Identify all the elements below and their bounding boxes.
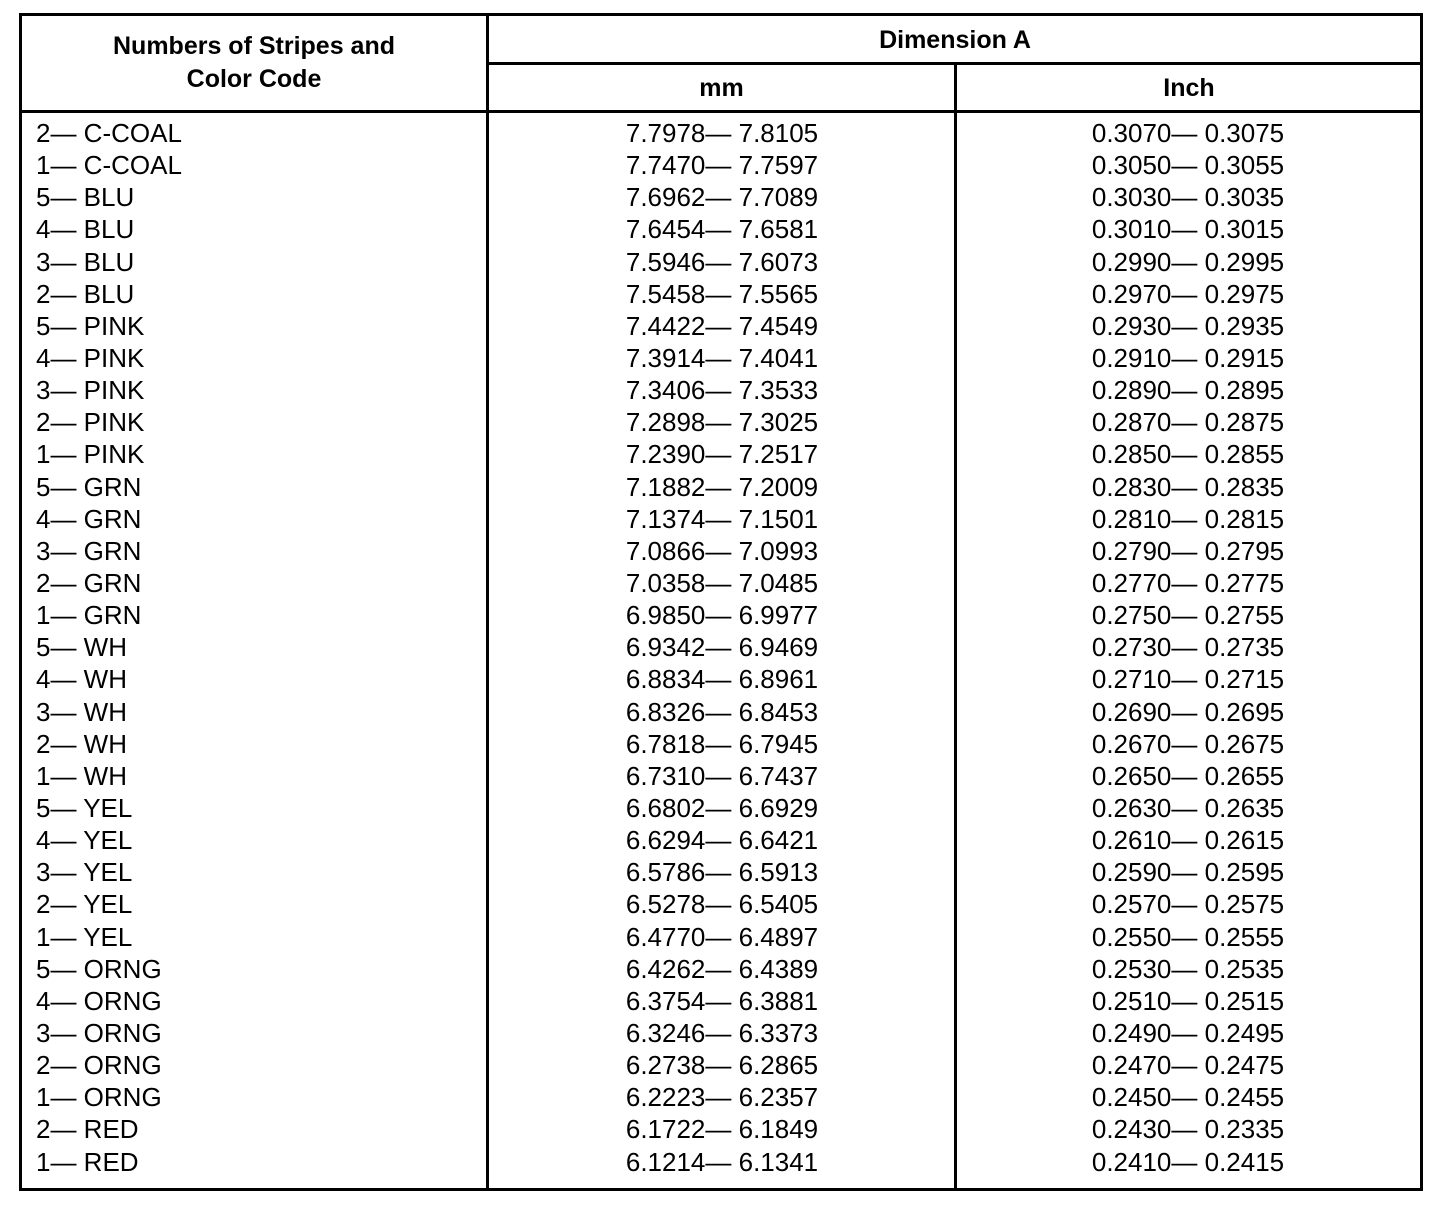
dimension-inch-cell: 0.2530— 0.2535: [1091, 953, 1285, 984]
dimension-mm-cell: 6.9342— 6.9469: [625, 632, 819, 663]
dimension-mm-cell: 7.0358— 7.0485: [625, 567, 819, 598]
dimension-inch-cell: 0.2610— 0.2615: [1091, 825, 1285, 856]
dimension-mm-cell: 6.4262— 6.4389: [625, 953, 819, 984]
stripe-color-code-cell: 5— ORNG: [36, 953, 162, 984]
dimension-inch-cell: 0.2830— 0.2835: [1091, 471, 1285, 502]
stripe-color-code-cell: 2— BLU: [36, 278, 135, 309]
table-row: [22, 1049, 1420, 1081]
dimension-inch-cell: 0.3010— 0.3015: [1091, 214, 1285, 245]
header-stripes-color-code: Numbers of Stripes and Color Code: [113, 32, 395, 93]
dimension-inch-cell: 0.2490— 0.2495: [1091, 1017, 1285, 1048]
stripe-color-code-cell: 1— C-COAL: [36, 150, 182, 181]
stripe-color-code-cell: 1— ORNG: [36, 1082, 162, 1113]
table-row: [22, 1017, 1420, 1049]
table-row: [22, 406, 1420, 438]
dimension-inch-cell: 0.2730— 0.2735: [1091, 632, 1285, 663]
table-row: [22, 696, 1420, 728]
stripe-color-code-cell: 5— PINK: [36, 310, 145, 341]
stripe-color-code-cell: 2— WH: [36, 728, 127, 759]
table-row: [22, 953, 1420, 985]
dimension-mm-cell: 6.7310— 6.7437: [625, 760, 819, 791]
stripe-color-code-cell: 4— WH: [36, 664, 127, 695]
stripe-color-code-cell: 4— BLU: [36, 214, 135, 245]
dimension-inch-cell: 0.2450— 0.2455: [1091, 1082, 1285, 1113]
header-mm: mm: [699, 74, 744, 102]
dimension-inch-cell: 0.2470— 0.2475: [1091, 1050, 1285, 1081]
table-row: [22, 921, 1420, 953]
stripe-color-code-cell: 2— C-COAL: [36, 118, 182, 148]
dimension-mm-cell: 6.3754— 6.3881: [625, 985, 819, 1016]
dimension-inch-cell: 0.2690— 0.2695: [1091, 696, 1285, 727]
stripe-color-code-cell: 2— YEL: [36, 889, 133, 920]
dimension-mm-cell: 6.1214— 6.1341: [625, 1146, 819, 1177]
dimension-mm-cell: 7.1882— 7.2009: [625, 471, 819, 502]
table-row: [22, 567, 1420, 599]
stripe-color-code-cell: 1— PINK: [36, 439, 145, 470]
dimension-mm-cell: 6.5786— 6.5913: [625, 857, 819, 888]
stripe-color-code-cell: 1— YEL: [36, 921, 133, 952]
dimension-inch-cell: 0.2710— 0.2715: [1091, 664, 1285, 695]
dimension-inch-cell: 0.3070— 0.3075: [1091, 118, 1285, 148]
dimension-mm-cell: 7.3914— 7.4041: [625, 342, 819, 373]
table-row: [22, 374, 1420, 406]
dimension-mm-cell: 7.2390— 7.2517: [625, 439, 819, 470]
dimension-mm-cell: 7.4422— 7.4549: [625, 310, 819, 341]
table-row: [22, 503, 1420, 535]
table-row: [22, 760, 1420, 792]
dimension-mm-cell: 6.2738— 6.2865: [625, 1050, 819, 1081]
dimension-inch-cell: 0.2510— 0.2515: [1091, 985, 1285, 1016]
stripe-color-code-cell: 4— PINK: [36, 342, 145, 373]
dimension-inch-cell: 0.2810— 0.2815: [1091, 503, 1285, 534]
dimension-inch-cell: 0.2790— 0.2795: [1091, 535, 1285, 566]
dimension-mm-cell: 6.9850— 6.9977: [625, 600, 819, 631]
table-row: [22, 663, 1420, 695]
table-row: [22, 599, 1420, 631]
dimension-inch-cell: 0.2990— 0.2995: [1091, 246, 1285, 277]
table-row: [22, 1146, 1420, 1178]
table-row: [22, 246, 1420, 278]
stripe-color-code-cell: 3— GRN: [36, 535, 142, 566]
table-row: [22, 985, 1420, 1017]
table-row: [22, 792, 1420, 824]
dimension-inch-cell: 0.2670— 0.2675: [1091, 728, 1285, 759]
stripe-color-code-cell: 2— GRN: [36, 567, 142, 598]
dimension-mm-cell: 7.3406— 7.3533: [625, 375, 819, 406]
table-row: [22, 278, 1420, 310]
header-dimension-a: Dimension A: [879, 26, 1031, 54]
dimension-mm-cell: 6.5278— 6.5405: [625, 889, 819, 920]
stripe-color-code-cell: 1— GRN: [36, 600, 142, 631]
dimension-inch-cell: 0.3030— 0.3035: [1091, 182, 1285, 213]
table-row: [22, 535, 1420, 567]
dimension-inch-cell: 0.2930— 0.2935: [1091, 310, 1285, 341]
dimension-inch-cell: 0.2650— 0.2655: [1091, 760, 1285, 791]
dimension-inch-cell: 0.2870— 0.2875: [1091, 407, 1285, 438]
header-bottom-rule: [22, 110, 1420, 113]
dimension-mm-cell: 6.6294— 6.6421: [625, 825, 819, 856]
dimension-inch-cell: 0.2430— 0.2335: [1091, 1114, 1285, 1145]
stripe-color-code-cell: 2— RED: [36, 1114, 139, 1145]
dimension-mm-cell: 7.5946— 7.6073: [625, 246, 819, 277]
header-inch: Inch: [1163, 74, 1215, 102]
dimension-mm-cell: 7.7470— 7.7597: [625, 150, 819, 181]
dimension-inch-cell: 0.2590— 0.2595: [1091, 857, 1285, 888]
dimension-mm-cell: 6.1722— 6.1849: [625, 1114, 819, 1145]
table-row: [22, 310, 1420, 342]
dimension-mm-cell: 7.6454— 7.6581: [625, 214, 819, 245]
dimension-mm-cell: 7.0866— 7.0993: [625, 535, 819, 566]
dimension-inch-cell: 0.2750— 0.2755: [1091, 600, 1285, 631]
table-row: [22, 438, 1420, 470]
dimension-inch-cell: 0.2770— 0.2775: [1091, 567, 1285, 598]
stripe-dimension-table: [19, 13, 1423, 1191]
dimension-inch-cell: 0.2410— 0.2415: [1091, 1146, 1285, 1177]
dimension-mm-cell: 7.1374— 7.1501: [625, 503, 819, 534]
stripe-color-code-cell: 3— BLU: [36, 246, 135, 277]
table-row: [22, 1081, 1420, 1113]
dimension-inch-cell: 0.2550— 0.2555: [1091, 921, 1285, 952]
dimension-mm-cell: 6.3246— 6.3373: [625, 1017, 819, 1048]
table-row: [22, 342, 1420, 374]
dimension-inch-cell: 0.2970— 0.2975: [1091, 278, 1285, 309]
dimension-mm-cell: 7.5458— 7.5565: [625, 278, 819, 309]
dimension-mm-cell: 7.7978— 7.8105: [625, 118, 819, 148]
stripe-color-code-cell: 4— ORNG: [36, 985, 162, 1016]
dimension-inch-cell: 0.2570— 0.2575: [1091, 889, 1285, 920]
dimension-mm-cell: 6.7818— 6.7945: [625, 728, 819, 759]
stripe-color-code-cell: 4— GRN: [36, 503, 142, 534]
table-row: [22, 471, 1420, 503]
stripe-color-code-cell: 2— PINK: [36, 407, 145, 438]
table-row: [22, 631, 1420, 663]
stripe-color-code-cell: 3— YEL: [36, 857, 133, 888]
header-group-rule: [486, 62, 1420, 65]
dimension-mm-cell: 6.6802— 6.6929: [625, 792, 819, 823]
stripe-color-code-cell: 3— WH: [36, 696, 127, 727]
stripe-color-code-cell: 3— PINK: [36, 375, 145, 406]
stripe-color-code-cell: 1— WH: [36, 760, 127, 791]
table-body: [22, 117, 1420, 1178]
dimension-inch-cell: 0.2890— 0.2895: [1091, 375, 1285, 406]
dimension-mm-cell: 7.6962— 7.7089: [625, 182, 819, 213]
dimension-mm-cell: 6.2223— 6.2357: [625, 1082, 819, 1113]
dimension-mm-cell: 6.8834— 6.8961: [625, 664, 819, 695]
table-row: [22, 149, 1420, 181]
table-row: [22, 824, 1420, 856]
stripe-color-code-cell: 3— ORNG: [36, 1017, 162, 1048]
stripe-color-code-cell: 1— RED: [36, 1146, 139, 1177]
table-row: [22, 888, 1420, 920]
stripe-color-code-cell: 5— BLU: [36, 182, 135, 213]
dimension-mm-cell: 7.2898— 7.3025: [625, 407, 819, 438]
dimension-inch-cell: 0.2630— 0.2635: [1091, 792, 1285, 823]
table-row: [22, 213, 1420, 245]
table-row: [22, 181, 1420, 213]
stripe-color-code-cell: 5— GRN: [36, 471, 142, 502]
stripe-color-code-cell: 4— YEL: [36, 825, 133, 856]
dimension-mm-cell: 6.4770— 6.4897: [625, 921, 819, 952]
stripe-color-code-cell: 2— ORNG: [36, 1050, 162, 1081]
table-row: [22, 117, 1420, 149]
table-row: [22, 856, 1420, 888]
dimension-inch-cell: 0.2910— 0.2915: [1091, 342, 1285, 373]
dimension-inch-cell: 0.2850— 0.2855: [1091, 439, 1285, 470]
stripe-color-code-cell: 5— WH: [36, 632, 127, 663]
dimension-mm-cell: 6.8326— 6.8453: [625, 696, 819, 727]
stripe-color-code-cell: 5— YEL: [36, 792, 133, 823]
table-row: [22, 728, 1420, 760]
dimension-inch-cell: 0.3050— 0.3055: [1091, 150, 1285, 181]
table-row: [22, 1113, 1420, 1145]
